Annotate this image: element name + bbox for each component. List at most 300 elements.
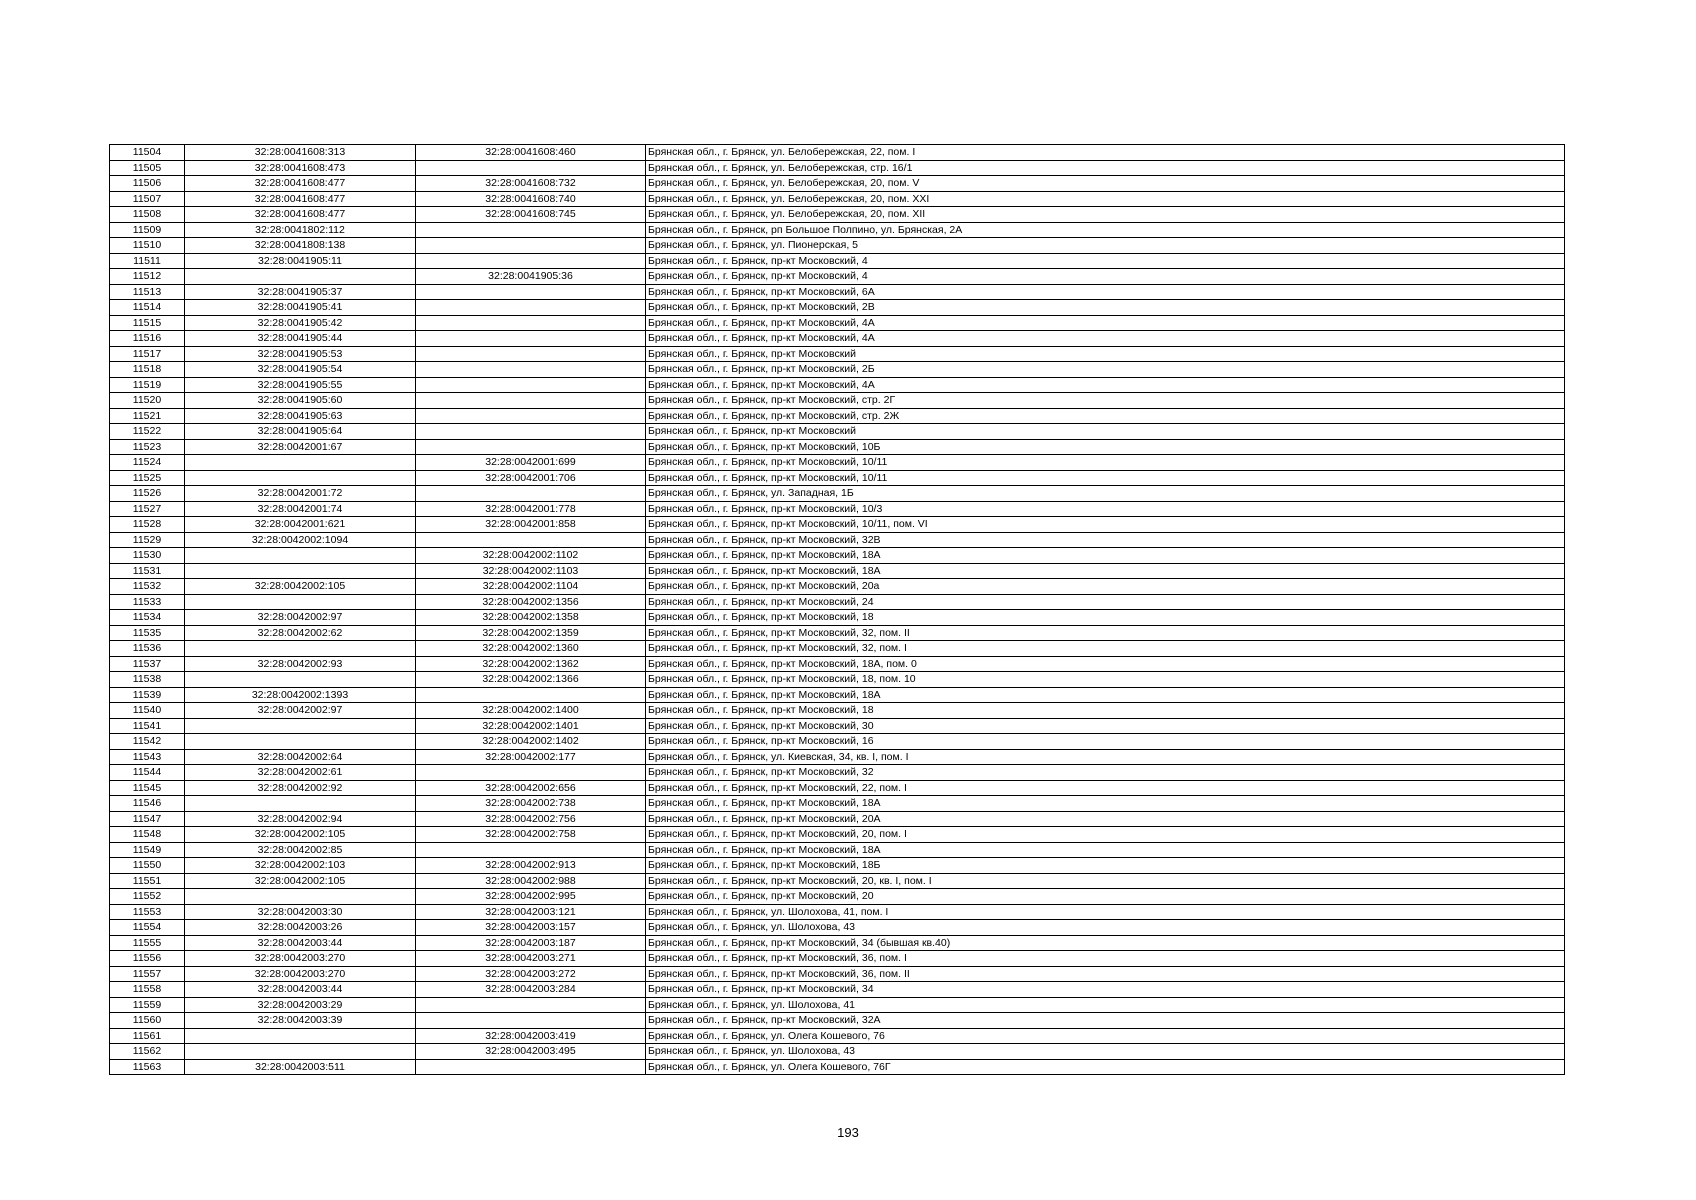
linked-cadastral-number-cell xyxy=(416,331,646,347)
address-cell: Брянская обл., г. Брянск, пр-кт Московский, 20А xyxy=(646,811,1565,827)
table-row xyxy=(110,331,1565,347)
row-number-cell: 11563 xyxy=(110,1059,185,1075)
address-cell: Брянская обл., г. Брянск, пр-кт Московский, 18А xyxy=(646,563,1565,579)
table-row xyxy=(110,827,1565,843)
table-row xyxy=(110,408,1565,424)
linked-cadastral-number-cell: 32:28:0042002:1402 xyxy=(416,734,646,750)
cadastral-number-cell xyxy=(185,594,416,610)
linked-cadastral-number-cell: 32:28:0042002:1360 xyxy=(416,641,646,657)
row-number-cell: 11504 xyxy=(110,145,185,161)
row-number-cell: 11515 xyxy=(110,315,185,331)
cadastral-number-cell: 32:28:0042002:61 xyxy=(185,765,416,781)
cadastral-number-cell xyxy=(185,1028,416,1044)
cadastral-number-cell xyxy=(185,889,416,905)
table-row xyxy=(110,951,1565,967)
cadastral-number-cell: 32:28:0042002:105 xyxy=(185,873,416,889)
cadastral-number-cell: 32:28:0041608:477 xyxy=(185,176,416,192)
cadastral-number-cell: 32:28:0041905:55 xyxy=(185,377,416,393)
linked-cadastral-number-cell xyxy=(416,284,646,300)
cadastral-number-cell: 32:28:0042002:94 xyxy=(185,811,416,827)
row-number-cell: 11544 xyxy=(110,765,185,781)
linked-cadastral-number-cell: 32:28:0042002:756 xyxy=(416,811,646,827)
cadastral-number-cell: 32:28:0042003:26 xyxy=(185,920,416,936)
table-row xyxy=(110,780,1565,796)
row-number-cell: 11526 xyxy=(110,486,185,502)
table-row xyxy=(110,687,1565,703)
linked-cadastral-number-cell xyxy=(416,346,646,362)
cadastral-table xyxy=(109,144,1565,1075)
table-row xyxy=(110,889,1565,905)
cadastral-number-cell: 32:28:0041608:473 xyxy=(185,160,416,176)
row-number-cell: 11542 xyxy=(110,734,185,750)
table-row xyxy=(110,548,1565,564)
cadastral-number-cell xyxy=(185,718,416,734)
cadastral-number-cell: 32:28:0041905:41 xyxy=(185,300,416,316)
row-number-cell: 11517 xyxy=(110,346,185,362)
table-row xyxy=(110,1028,1565,1044)
address-cell: Брянская обл., г. Брянск, пр-кт Московский, 20, пом. I xyxy=(646,827,1565,843)
linked-cadastral-number-cell: 32:28:0042002:1104 xyxy=(416,579,646,595)
cadastral-number-cell: 32:28:0042003:29 xyxy=(185,997,416,1013)
row-number-cell: 11507 xyxy=(110,191,185,207)
address-cell: Брянская обл., г. Брянск, пр-кт Московский, стр. 2Ж xyxy=(646,408,1565,424)
linked-cadastral-number-cell xyxy=(416,300,646,316)
table-row xyxy=(110,935,1565,951)
row-number-cell: 11531 xyxy=(110,563,185,579)
table-row xyxy=(110,346,1565,362)
row-number-cell: 11558 xyxy=(110,982,185,998)
row-number-cell: 11545 xyxy=(110,780,185,796)
table-row xyxy=(110,145,1565,161)
linked-cadastral-number-cell xyxy=(416,362,646,378)
table-row xyxy=(110,765,1565,781)
address-cell: Брянская обл., г. Брянск, пр-кт Московский, 18Б xyxy=(646,858,1565,874)
address-cell: Брянская обл., г. Брянск, ул. Киевская, 34, кв. I, пом. I xyxy=(646,749,1565,765)
cadastral-number-cell: 32:28:0042002:93 xyxy=(185,656,416,672)
linked-cadastral-number-cell xyxy=(416,222,646,238)
cadastral-number-cell: 32:28:0042002:92 xyxy=(185,780,416,796)
address-cell: Брянская обл., г. Брянск, пр-кт Московский, 24 xyxy=(646,594,1565,610)
row-number-cell: 11555 xyxy=(110,935,185,951)
linked-cadastral-number-cell: 32:28:0042002:913 xyxy=(416,858,646,874)
row-number-cell: 11510 xyxy=(110,238,185,254)
address-cell: Брянская обл., г. Брянск, пр-кт Московский, 32 xyxy=(646,765,1565,781)
linked-cadastral-number-cell: 32:28:0042002:758 xyxy=(416,827,646,843)
linked-cadastral-number-cell: 32:28:0042002:1356 xyxy=(416,594,646,610)
cadastral-number-cell xyxy=(185,455,416,471)
cadastral-number-cell: 32:28:0042002:105 xyxy=(185,579,416,595)
table-row xyxy=(110,455,1565,471)
cadastral-number-cell: 32:28:0042003:270 xyxy=(185,951,416,967)
table-row xyxy=(110,470,1565,486)
linked-cadastral-number-cell xyxy=(416,1059,646,1075)
linked-cadastral-number-cell: 32:28:0041905:36 xyxy=(416,269,646,285)
cadastral-number-cell: 32:28:0041608:477 xyxy=(185,207,416,223)
address-cell: Брянская обл., г. Брянск, пр-кт Московский, 4А xyxy=(646,315,1565,331)
linked-cadastral-number-cell xyxy=(416,765,646,781)
address-cell: Брянская обл., г. Брянск, пр-кт Московский xyxy=(646,346,1565,362)
linked-cadastral-number-cell: 32:28:0042002:1359 xyxy=(416,625,646,641)
linked-cadastral-number-cell xyxy=(416,393,646,409)
linked-cadastral-number-cell: 32:28:0042002:1400 xyxy=(416,703,646,719)
row-number-cell: 11548 xyxy=(110,827,185,843)
linked-cadastral-number-cell xyxy=(416,439,646,455)
address-cell: Брянская обл., г. Брянск, пр-кт Московский, 20а xyxy=(646,579,1565,595)
address-cell: Брянская обл., г. Брянск, пр-кт Московский, 10Б xyxy=(646,439,1565,455)
table-row xyxy=(110,176,1565,192)
address-cell: Брянская обл., г. Брянск, пр-кт Московский, 32В xyxy=(646,532,1565,548)
address-cell: Брянская обл., г. Брянск, пр-кт Московский, 32, пом. II xyxy=(646,625,1565,641)
table-row xyxy=(110,160,1565,176)
cadastral-number-cell: 32:28:0042003:39 xyxy=(185,1013,416,1029)
address-cell: Брянская обл., г. Брянск, пр-кт Московский, 10/11 xyxy=(646,455,1565,471)
linked-cadastral-number-cell: 32:28:0042002:1358 xyxy=(416,610,646,626)
cadastral-number-cell: 32:28:0042001:621 xyxy=(185,517,416,533)
table-row xyxy=(110,269,1565,285)
row-number-cell: 11559 xyxy=(110,997,185,1013)
row-number-cell: 11534 xyxy=(110,610,185,626)
table-row xyxy=(110,1044,1565,1060)
address-cell: Брянская обл., г. Брянск, пр-кт Московский, 32, пом. I xyxy=(646,641,1565,657)
linked-cadastral-number-cell xyxy=(416,424,646,440)
row-number-cell: 11549 xyxy=(110,842,185,858)
table-row xyxy=(110,749,1565,765)
address-cell: Брянская обл., г. Брянск, ул. Пионерская, 5 xyxy=(646,238,1565,254)
linked-cadastral-number-cell: 32:28:0042002:1401 xyxy=(416,718,646,734)
row-number-cell: 11535 xyxy=(110,625,185,641)
address-cell: Брянская обл., г. Брянск, ул. Белобережская, стр. 16/1 xyxy=(646,160,1565,176)
row-number-cell: 11538 xyxy=(110,672,185,688)
address-cell: Брянская обл., г. Брянск, пр-кт Московский, 18А xyxy=(646,687,1565,703)
cadastral-number-cell: 32:28:0041905:63 xyxy=(185,408,416,424)
row-number-cell: 11516 xyxy=(110,331,185,347)
table-row xyxy=(110,284,1565,300)
table-row xyxy=(110,842,1565,858)
table-row xyxy=(110,610,1565,626)
table-row xyxy=(110,517,1565,533)
linked-cadastral-number-cell xyxy=(416,377,646,393)
linked-cadastral-number-cell: 32:28:0042002:738 xyxy=(416,796,646,812)
cadastral-number-cell: 32:28:0042002:1094 xyxy=(185,532,416,548)
address-cell: Брянская обл., г. Брянск, пр-кт Московский, 18А xyxy=(646,842,1565,858)
row-number-cell: 11560 xyxy=(110,1013,185,1029)
address-cell: Брянская обл., г. Брянск, пр-кт Московский, 20, кв. I, пом. I xyxy=(646,873,1565,889)
linked-cadastral-number-cell: 32:28:0042001:858 xyxy=(416,517,646,533)
address-cell: Брянская обл., г. Брянск, пр-кт Московский, 4А xyxy=(646,377,1565,393)
cadastral-number-cell xyxy=(185,563,416,579)
cadastral-number-cell: 32:28:0041905:42 xyxy=(185,315,416,331)
table-row xyxy=(110,579,1565,595)
address-cell: Брянская обл., г. Брянск, пр-кт Московский, 36, пом. I xyxy=(646,951,1565,967)
address-cell: Брянская обл., г. Брянск, пр-кт Московский xyxy=(646,424,1565,440)
row-number-cell: 11533 xyxy=(110,594,185,610)
address-cell: Брянская обл., г. Брянск, ул. Шолохова, 41, пом. I xyxy=(646,904,1565,920)
linked-cadastral-number-cell: 32:28:0041608:740 xyxy=(416,191,646,207)
cadastral-number-cell: 32:28:0042002:97 xyxy=(185,610,416,626)
cadastral-number-cell: 32:28:0042003:511 xyxy=(185,1059,416,1075)
row-number-cell: 11529 xyxy=(110,532,185,548)
linked-cadastral-number-cell xyxy=(416,408,646,424)
cadastral-number-cell: 32:28:0042002:105 xyxy=(185,827,416,843)
cadastral-number-cell: 32:28:0041905:53 xyxy=(185,346,416,362)
table-row xyxy=(110,873,1565,889)
row-number-cell: 11550 xyxy=(110,858,185,874)
row-number-cell: 11506 xyxy=(110,176,185,192)
row-number-cell: 11523 xyxy=(110,439,185,455)
linked-cadastral-number-cell xyxy=(416,1013,646,1029)
table-row xyxy=(110,501,1565,517)
cadastral-number-cell: 32:28:0041905:11 xyxy=(185,253,416,269)
row-number-cell: 11519 xyxy=(110,377,185,393)
table-row xyxy=(110,811,1565,827)
linked-cadastral-number-cell xyxy=(416,315,646,331)
cadastral-number-cell: 32:28:0042002:62 xyxy=(185,625,416,641)
cadastral-number-cell: 32:28:0042003:270 xyxy=(185,966,416,982)
linked-cadastral-number-cell: 32:28:0042002:1362 xyxy=(416,656,646,672)
row-number-cell: 11511 xyxy=(110,253,185,269)
cadastral-number-cell: 32:28:0042001:72 xyxy=(185,486,416,502)
address-cell: Брянская обл., г. Брянск, пр-кт Московский, 32А xyxy=(646,1013,1565,1029)
table-row xyxy=(110,703,1565,719)
row-number-cell: 11521 xyxy=(110,408,185,424)
table-row xyxy=(110,424,1565,440)
table-row xyxy=(110,858,1565,874)
cadastral-number-cell: 32:28:0041905:44 xyxy=(185,331,416,347)
row-number-cell: 11552 xyxy=(110,889,185,905)
table-row xyxy=(110,641,1565,657)
address-cell: Брянская обл., г. Брянск, пр-кт Московский, 16 xyxy=(646,734,1565,750)
cadastral-number-cell: 32:28:0042001:67 xyxy=(185,439,416,455)
cadastral-number-cell: 32:28:0042003:44 xyxy=(185,982,416,998)
table-row xyxy=(110,238,1565,254)
address-cell: Брянская обл., г. Брянск, ул. Белобережская, 20, пом. XXI xyxy=(646,191,1565,207)
table-row xyxy=(110,997,1565,1013)
cadastral-number-cell: 32:28:0041608:477 xyxy=(185,191,416,207)
linked-cadastral-number-cell xyxy=(416,532,646,548)
address-cell: Брянская обл., г. Брянск, ул. Олега Кошевого, 76Г xyxy=(646,1059,1565,1075)
table-row xyxy=(110,486,1565,502)
cadastral-number-cell: 32:28:0042003:30 xyxy=(185,904,416,920)
cadastral-number-cell: 32:28:0041905:64 xyxy=(185,424,416,440)
table-row xyxy=(110,966,1565,982)
table-row xyxy=(110,656,1565,672)
row-number-cell: 11512 xyxy=(110,269,185,285)
cadastral-number-cell xyxy=(185,641,416,657)
linked-cadastral-number-cell xyxy=(416,486,646,502)
address-cell: Брянская обл., г. Брянск, пр-кт Московский, 4А xyxy=(646,331,1565,347)
linked-cadastral-number-cell: 32:28:0042002:995 xyxy=(416,889,646,905)
row-number-cell: 11540 xyxy=(110,703,185,719)
row-number-cell: 11554 xyxy=(110,920,185,936)
row-number-cell: 11518 xyxy=(110,362,185,378)
linked-cadastral-number-cell: 32:28:0042003:284 xyxy=(416,982,646,998)
cadastral-number-cell: 32:28:0042001:74 xyxy=(185,501,416,517)
table-row xyxy=(110,439,1565,455)
table-row xyxy=(110,982,1565,998)
row-number-cell: 11536 xyxy=(110,641,185,657)
linked-cadastral-number-cell: 32:28:0042002:1103 xyxy=(416,563,646,579)
address-cell: Брянская обл., г. Брянск, пр-кт Московский, 6А xyxy=(646,284,1565,300)
linked-cadastral-number-cell: 32:28:0042003:419 xyxy=(416,1028,646,1044)
linked-cadastral-number-cell: 32:28:0041608:745 xyxy=(416,207,646,223)
table-row xyxy=(110,253,1565,269)
row-number-cell: 11553 xyxy=(110,904,185,920)
address-cell: Брянская обл., г. Брянск, пр-кт Московский, 2В xyxy=(646,300,1565,316)
address-cell: Брянская обл., г. Брянск, пр-кт Московский, 34 (бывшая кв.40) xyxy=(646,935,1565,951)
address-cell: Брянская обл., г. Брянск, пр-кт Московский, 18 xyxy=(646,610,1565,626)
address-cell: Брянская обл., г. Брянск, пр-кт Московский, 4 xyxy=(646,269,1565,285)
row-number-cell: 11537 xyxy=(110,656,185,672)
row-number-cell: 11541 xyxy=(110,718,185,734)
table-row xyxy=(110,362,1565,378)
linked-cadastral-number-cell xyxy=(416,253,646,269)
address-cell: Брянская обл., г. Брянск, ул. Белобережская, 20, пом. V xyxy=(646,176,1565,192)
linked-cadastral-number-cell: 32:28:0042002:177 xyxy=(416,749,646,765)
address-cell: Брянская обл., г. Брянск, пр-кт Московский, стр. 2Г xyxy=(646,393,1565,409)
row-number-cell: 11556 xyxy=(110,951,185,967)
table-row xyxy=(110,1013,1565,1029)
linked-cadastral-number-cell: 32:28:0042002:1366 xyxy=(416,672,646,688)
linked-cadastral-number-cell xyxy=(416,997,646,1013)
table-row xyxy=(110,1059,1565,1075)
address-cell: Брянская обл., г. Брянск, ул. Западная, 1Б xyxy=(646,486,1565,502)
cadastral-number-cell: 32:28:0041608:313 xyxy=(185,145,416,161)
row-number-cell: 11524 xyxy=(110,455,185,471)
table-row xyxy=(110,563,1565,579)
cadastral-number-cell: 32:28:0041802:112 xyxy=(185,222,416,238)
row-number-cell: 11505 xyxy=(110,160,185,176)
linked-cadastral-number-cell xyxy=(416,687,646,703)
linked-cadastral-number-cell xyxy=(416,842,646,858)
address-cell: Брянская обл., г. Брянск, пр-кт Московский, 18, пом. 10 xyxy=(646,672,1565,688)
page-number: 193 xyxy=(837,1125,859,1140)
table-row xyxy=(110,191,1565,207)
linked-cadastral-number-cell: 32:28:0042003:495 xyxy=(416,1044,646,1060)
row-number-cell: 11539 xyxy=(110,687,185,703)
linked-cadastral-number-cell xyxy=(416,160,646,176)
cadastral-number-cell: 32:28:0041905:60 xyxy=(185,393,416,409)
address-cell: Брянская обл., г. Брянск, ул. Белобережская, 20, пом. XII xyxy=(646,207,1565,223)
address-cell: Брянская обл., г. Брянск, пр-кт Московский, 34 xyxy=(646,982,1565,998)
address-cell: Брянская обл., г. Брянск, пр-кт Московский, 18А xyxy=(646,548,1565,564)
table-row xyxy=(110,718,1565,734)
address-cell: Брянская обл., г. Брянск, пр-кт Московский, 2Б xyxy=(646,362,1565,378)
row-number-cell: 11547 xyxy=(110,811,185,827)
table-row xyxy=(110,625,1565,641)
address-cell: Брянская обл., г. Брянск, пр-кт Московский, 4 xyxy=(646,253,1565,269)
table-body xyxy=(110,145,1565,1075)
table-row xyxy=(110,300,1565,316)
cadastral-number-cell: 32:28:0042002:1393 xyxy=(185,687,416,703)
linked-cadastral-number-cell: 32:28:0041608:460 xyxy=(416,145,646,161)
address-cell: Брянская обл., г. Брянск, рп Большое Полпино, ул. Брянская, 2А xyxy=(646,222,1565,238)
cadastral-number-cell xyxy=(185,1044,416,1060)
cadastral-number-cell: 32:28:0042002:64 xyxy=(185,749,416,765)
row-number-cell: 11514 xyxy=(110,300,185,316)
address-cell: Брянская обл., г. Брянск, ул. Шолохова, 43 xyxy=(646,1044,1565,1060)
cadastral-number-cell: 32:28:0042002:103 xyxy=(185,858,416,874)
row-number-cell: 11562 xyxy=(110,1044,185,1060)
table-row xyxy=(110,672,1565,688)
row-number-cell: 11528 xyxy=(110,517,185,533)
address-cell: Брянская обл., г. Брянск, ул. Шолохова, 41 xyxy=(646,997,1565,1013)
address-cell: Брянская обл., г. Брянск, пр-кт Московский, 18А xyxy=(646,796,1565,812)
cadastral-number-cell xyxy=(185,548,416,564)
linked-cadastral-number-cell: 32:28:0042001:778 xyxy=(416,501,646,517)
address-cell: Брянская обл., г. Брянск, пр-кт Московский, 30 xyxy=(646,718,1565,734)
row-number-cell: 11543 xyxy=(110,749,185,765)
cadastral-number-cell xyxy=(185,269,416,285)
row-number-cell: 11551 xyxy=(110,873,185,889)
linked-cadastral-number-cell: 32:28:0042003:187 xyxy=(416,935,646,951)
linked-cadastral-number-cell: 32:28:0042001:699 xyxy=(416,455,646,471)
table-row xyxy=(110,222,1565,238)
cadastral-number-cell xyxy=(185,672,416,688)
table-row xyxy=(110,796,1565,812)
address-cell: Брянская обл., г. Брянск, ул. Шолохова, 43 xyxy=(646,920,1565,936)
address-cell: Брянская обл., г. Брянск, пр-кт Московский, 18 xyxy=(646,703,1565,719)
cadastral-number-cell: 32:28:0042002:85 xyxy=(185,842,416,858)
row-number-cell: 11546 xyxy=(110,796,185,812)
cadastral-number-cell xyxy=(185,796,416,812)
linked-cadastral-number-cell: 32:28:0041608:732 xyxy=(416,176,646,192)
table-row xyxy=(110,207,1565,223)
address-cell: Брянская обл., г. Брянск, пр-кт Московский, 36, пом. II xyxy=(646,966,1565,982)
cadastral-number-cell: 32:28:0042003:44 xyxy=(185,935,416,951)
table-row xyxy=(110,920,1565,936)
linked-cadastral-number-cell xyxy=(416,238,646,254)
linked-cadastral-number-cell: 32:28:0042002:1102 xyxy=(416,548,646,564)
address-cell: Брянская обл., г. Брянск, пр-кт Московский, 10/11, пом. VI xyxy=(646,517,1565,533)
row-number-cell: 11513 xyxy=(110,284,185,300)
linked-cadastral-number-cell: 32:28:0042003:121 xyxy=(416,904,646,920)
table-row xyxy=(110,594,1565,610)
row-number-cell: 11525 xyxy=(110,470,185,486)
address-cell: Брянская обл., г. Брянск, ул. Белобережская, 22, пом. I xyxy=(646,145,1565,161)
linked-cadastral-number-cell: 32:28:0042003:272 xyxy=(416,966,646,982)
cadastral-number-cell xyxy=(185,734,416,750)
row-number-cell: 11508 xyxy=(110,207,185,223)
row-number-cell: 11522 xyxy=(110,424,185,440)
linked-cadastral-number-cell: 32:28:0042003:157 xyxy=(416,920,646,936)
linked-cadastral-number-cell: 32:28:0042002:988 xyxy=(416,873,646,889)
row-number-cell: 11532 xyxy=(110,579,185,595)
address-cell: Брянская обл., г. Брянск, пр-кт Московский, 20 xyxy=(646,889,1565,905)
row-number-cell: 11557 xyxy=(110,966,185,982)
table-row xyxy=(110,315,1565,331)
table-row xyxy=(110,734,1565,750)
address-cell: Брянская обл., г. Брянск, пр-кт Московский, 10/3 xyxy=(646,501,1565,517)
table-row xyxy=(110,377,1565,393)
address-cell: Брянская обл., г. Брянск, пр-кт Московский, 10/11 xyxy=(646,470,1565,486)
row-number-cell: 11520 xyxy=(110,393,185,409)
table-row xyxy=(110,904,1565,920)
cadastral-number-cell: 32:28:0042002:97 xyxy=(185,703,416,719)
table-row xyxy=(110,393,1565,409)
address-cell: Брянская обл., г. Брянск, ул. Олега Кошевого, 76 xyxy=(646,1028,1565,1044)
linked-cadastral-number-cell: 32:28:0042002:656 xyxy=(416,780,646,796)
row-number-cell: 11561 xyxy=(110,1028,185,1044)
row-number-cell: 11509 xyxy=(110,222,185,238)
cadastral-number-cell: 32:28:0041905:37 xyxy=(185,284,416,300)
address-cell: Брянская обл., г. Брянск, пр-кт Московский, 22, пом. I xyxy=(646,780,1565,796)
table-row xyxy=(110,532,1565,548)
cadastral-number-cell: 32:28:0041808:138 xyxy=(185,238,416,254)
cadastral-number-cell: 32:28:0041905:54 xyxy=(185,362,416,378)
linked-cadastral-number-cell: 32:28:0042003:271 xyxy=(416,951,646,967)
row-number-cell: 11530 xyxy=(110,548,185,564)
linked-cadastral-number-cell: 32:28:0042001:706 xyxy=(416,470,646,486)
